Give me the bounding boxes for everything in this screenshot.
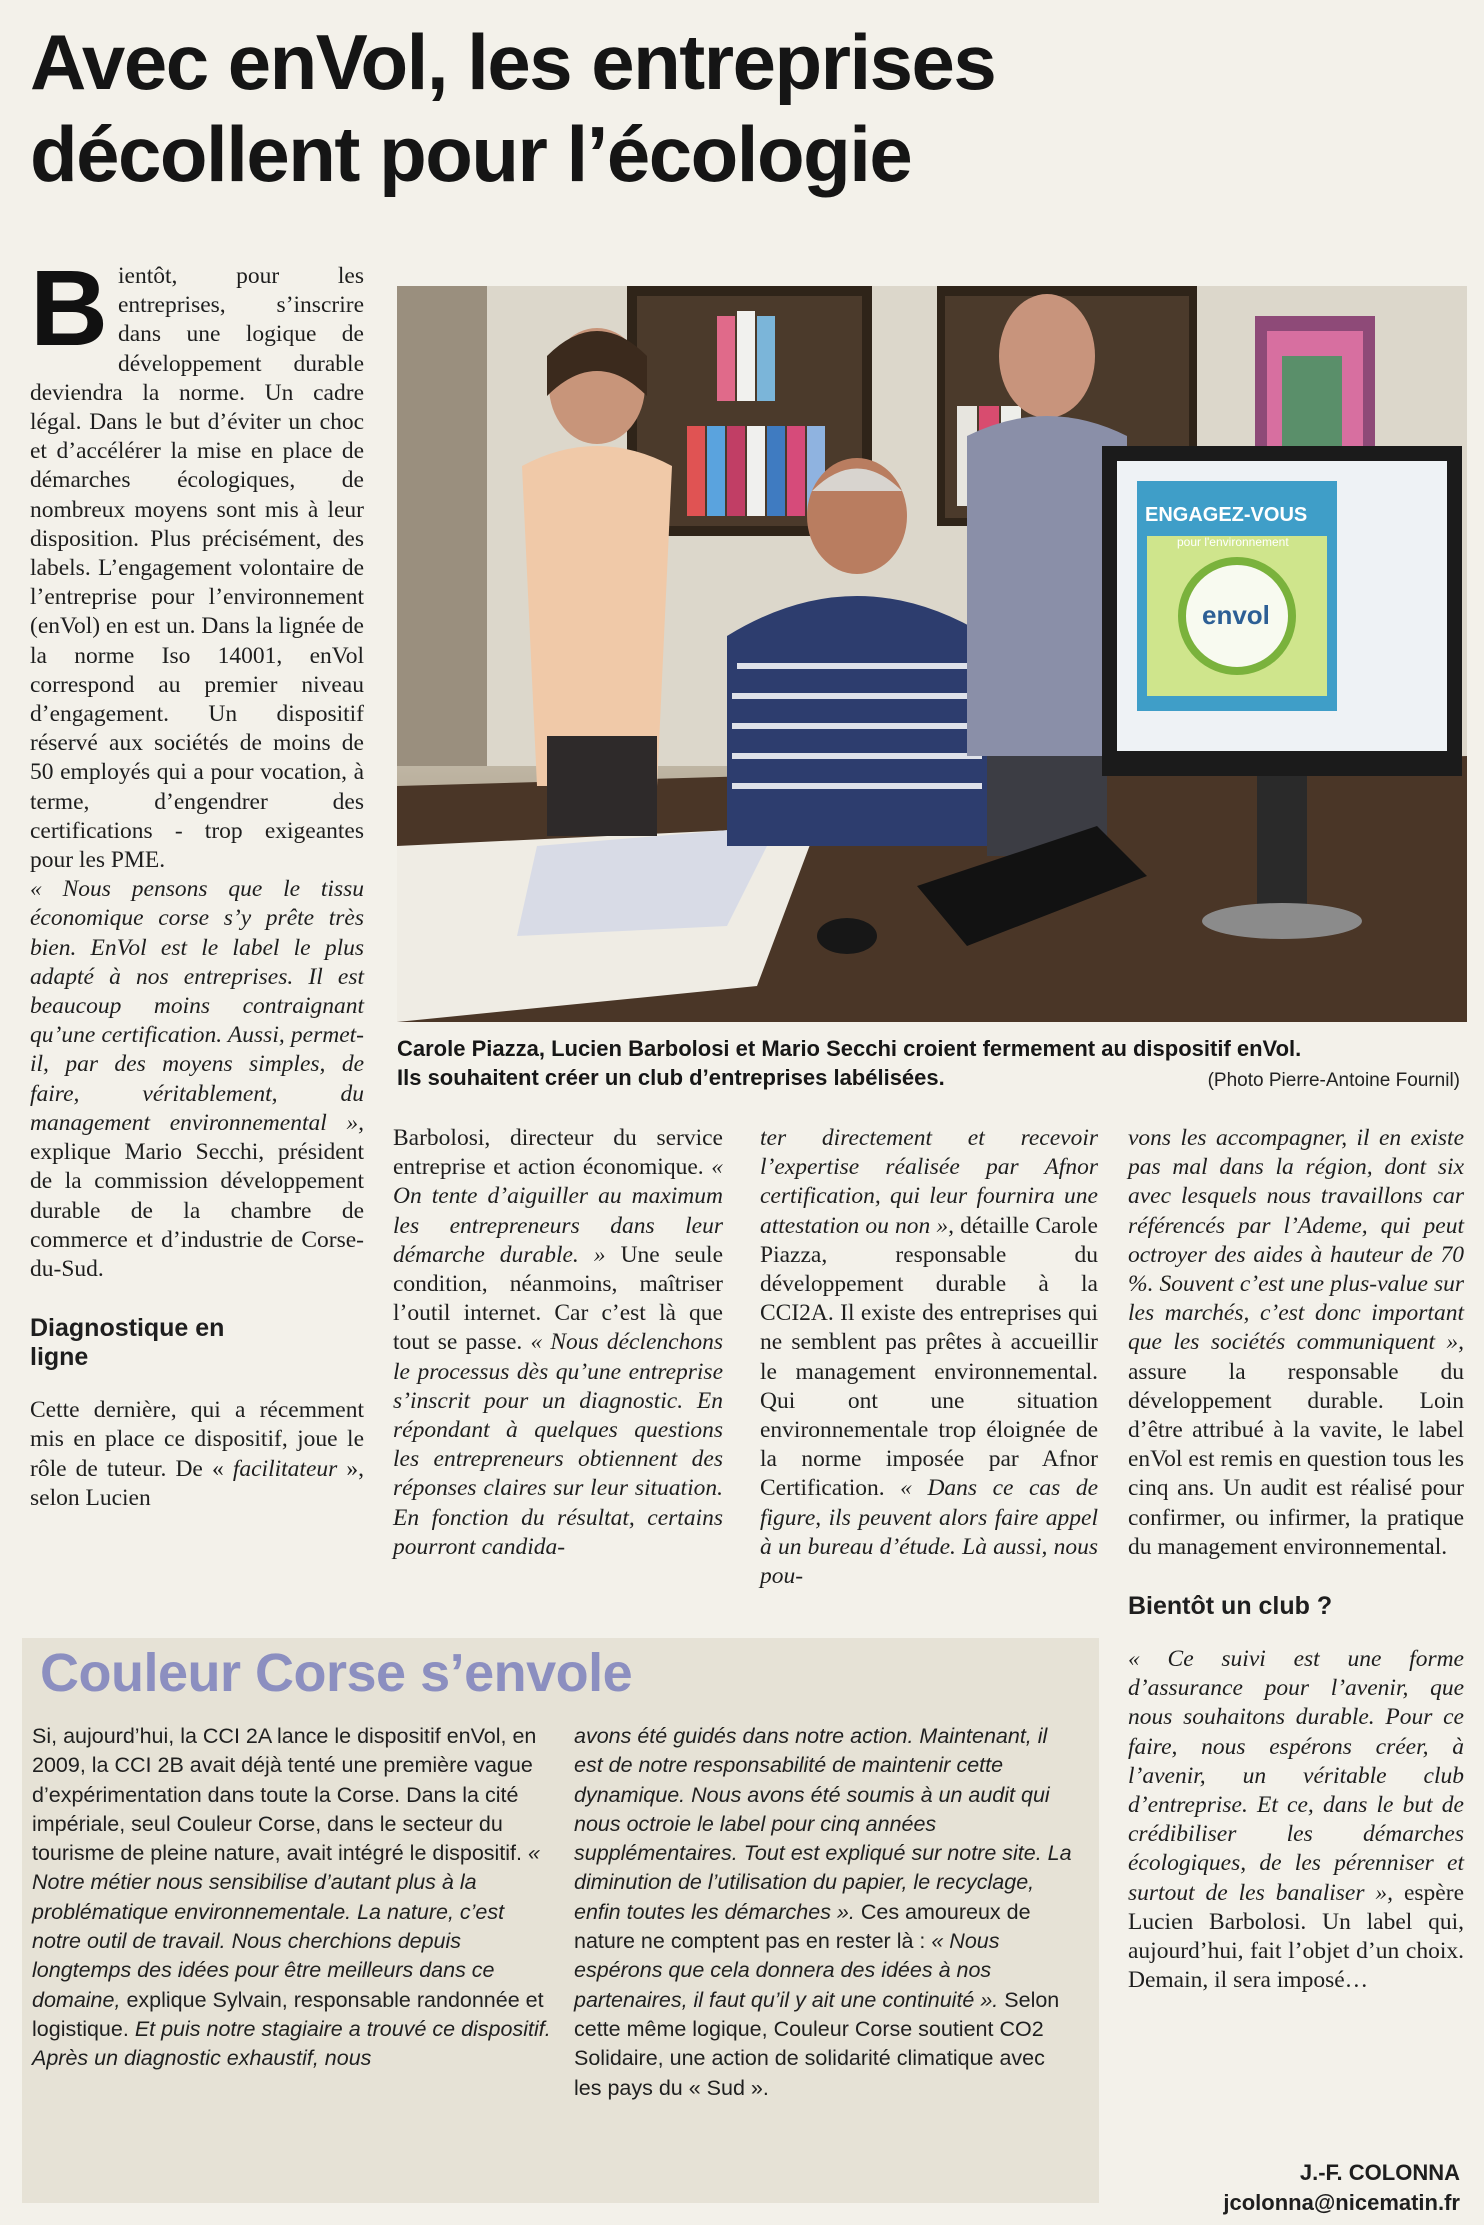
drop-cap: B xyxy=(30,247,108,368)
photo-credit: (Photo Pierre-Antoine Fournil) xyxy=(1207,1070,1460,1091)
screen-subtext: pour l'environnement xyxy=(1177,535,1289,549)
intro-paragraph xyxy=(30,247,364,875)
tuteur-text-c-part1: », selon Lucien xyxy=(30,1455,365,1511)
club-text: espère Lucien Barbolosi. Un label qui, aujourd’hui, fait l’objet d’un choix. Demain, il sera imposé… xyxy=(1128,1879,1464,1994)
piazza-paragraph xyxy=(760,1124,1098,1591)
author-name: J.-F. COLONNA xyxy=(1299,2160,1460,2185)
caption-line-2: Ils souhaitent créer un club d’entreprises labélisées. xyxy=(397,1065,945,1090)
audit-text: assure la responsable du développement durable. Loin d’être attribué à la vavite, le label enVol est remis en question tous les cinq ans. Un audit est réalisé pour confirmer, ou infirmer, la pratique du management environnemental. xyxy=(1128,1358,1464,1560)
screen-logo: envol xyxy=(1202,600,1270,630)
sidebar-column-1 xyxy=(32,1722,552,2074)
barbolosi-text: Barbolosi, directeur du service entreprise et action économique. xyxy=(393,1125,723,1181)
sidebar-quote-1: « Notre métier nous sensibilise d’autant plus à la problématique environnementale. La nature, c’est notre outil de travail. Nous cherchions depuis longtemps des idées pour être meilleurs dans ce domaine, xyxy=(32,1841,540,2012)
caption-line-1: Carole Piazza, Lucien Barbolosi et Mario Secchi croient fermement au dispositif enVol. xyxy=(397,1036,1302,1061)
sidebar-column-2 xyxy=(574,1722,1074,2103)
ademe-quote: vons les accompagner, il en existe pas mal dans la région, dont six avec lesquels nous travaillons car référencés par l’Ademe, qui peut octroyer des aides à hauteur de 70 %. Souvent c’est une plus-value sur les marchés, c’est donc important que les sociétés communiquent », xyxy=(1128,1125,1464,1356)
subhead-diagnostique: Diagnostique en ligne xyxy=(30,1314,225,1372)
subhead-club: Bientôt un club ? xyxy=(1128,1592,1333,1621)
byline xyxy=(1223,2158,1460,2218)
secchi-quote: « Nous pensons que le tissu économique corse s’y prête très bien. EnVol est le label le plus adapté à nos entreprises. Il est beaucoup moins contraignant qu’une certification. Aussi, permet-il, par des moyens simples, de faire, véritablement, du management environnemental », xyxy=(30,876,364,1136)
screen-text: ENGAGEZ-VOUS xyxy=(1145,504,1308,526)
article-column-2 xyxy=(393,1124,723,1562)
bureau-quote: « Dans ce cas de figure, ils peuvent alors faire appel à un bureau d’étude. Là aussi, nous pou- xyxy=(760,1475,1099,1590)
headline-line-1: Avec enVol, les entreprises xyxy=(30,18,996,106)
secchi-quote-paragraph xyxy=(30,875,364,1284)
tuteur-paragraph-start xyxy=(30,1396,364,1513)
article-column-3 xyxy=(760,1124,1098,1591)
headline-line-2: décollent pour l’écologie xyxy=(30,110,912,198)
sidebar-intro: Si, aujourd’hui, la CCI 2A lance le dispositif enVol, en 2009, la CCI 2B avait déjà tenté une première vague d’expérimentation dans toute la Corse. Dans la cité impériale, seul Couleur Corse, dans le secteur du tourisme de pleine nature, avait intégré le dispositif. xyxy=(32,1724,537,1866)
sidebar-co2-text: Selon cette même logique, Couleur Corse soutient CO2 Solidaire, une action de solidarité climatique avec les pays du « Sud ». xyxy=(574,1987,1060,2100)
sidebar-nature-text: Ces amoureux de nature ne comptent pas en rester là : xyxy=(574,1899,1031,1954)
processus-quote: « Nous déclenchons le processus dès qu’une entreprise s’inscrit pour un diagnostic. En répondant à quelques questions les entrepreneurs obtiennent des réponses claires sur leur situation. En fonction du résultat, certains pourront candida- xyxy=(393,1329,723,1560)
article-column-4 xyxy=(1128,1124,1464,1995)
photo-illustration xyxy=(397,286,1467,1022)
tuteur-text-italic: facilitateur xyxy=(232,1455,338,1482)
club-quote: « Ce suivi est une forme d’assurance pour l’avenir, que nous souhaitons durable. Pour ce faire, nous espérons créer, à l’avenir, un véritable club d’entreprise. Et ce, dans le but de crédibiliser les démarches écologiques, de les pérenniser et surtout de les banaliser », xyxy=(1128,1646,1464,1906)
barbolosi-paragraph xyxy=(393,1124,723,1562)
intro-text: ientôt, pour les entreprises, s’inscrire dans une logique de développement durable deviendra la norme. Un cadre légal. Dans le but d’éviter un choc et d’accélérer la mise en place de démarches écologiques, de nombreux moyens sont mis à leur disposition. Plus précisément, des labels. L’engagement volontaire de l’entreprise pour l’environnement (enVol) en est un. Dans la lignée de la norme Iso 14001, enVol correspond au premier niveau d’engagement. Un dispositif réservé aux sociétés de moins de 50 employés qui a pour vocation, à terme, d’engendrer des certifications - trop exigeantes pour les PME. xyxy=(30,263,364,874)
sidebar-title: Couleur Corse s’envole xyxy=(40,1643,633,1703)
sidebar-quote-2-part2: avons été guidés dans notre action. Maintenant, il est de notre responsabilité de maintenir cette dynamique. Nous avons été soumis à un audit qui nous octroie le label pour cinq années supplémentaires. Tout est expliqué sur notre site. La diminution de l’utilisation du papier, le recyclage, enfin toutes les démarches ». xyxy=(574,1724,1072,1924)
afnor-quote: ter directement et recevoir l’expertise réalisée par Afnor certification, qui leur fournira une attestation ou non », xyxy=(760,1125,1098,1239)
barbolosi-quote: « On tente d’aiguiller au maximum les entrepreneurs dans leur démarche durable. » xyxy=(393,1154,723,1268)
piazza-text: détaille Carole Piazza, responsable du développement durable à la CCI2A. Il existe des entreprises qui ne semblent pas prêtes à accueillir le management environnemental. Qui ont une situation environnementale trop éloignée de la norme imposée par Afnor Certification. xyxy=(760,1212,1098,1502)
sidebar-attribution: explique Sylvain, responsable randonnée et logistique. xyxy=(32,1987,544,2041)
tuteur-text-a: Cette dernière, qui a récemment mis en place ce dispositif, joue le rôle de tuteur. De « xyxy=(30,1397,364,1482)
sidebar-quote-2-part1: Et puis notre stagiaire a trouvé ce dispositif. Après un diagnostic exhaustif, nous xyxy=(32,2016,551,2071)
club-paragraph xyxy=(1128,1645,1464,1995)
article-photo xyxy=(397,286,1467,1022)
headline xyxy=(30,16,1450,200)
secchi-attribution: explique Mario Secchi, président de la commission développement durable de la chambre de commerce et d’industrie de Corse-du-Sud. xyxy=(30,1139,364,1282)
ademe-paragraph xyxy=(1128,1124,1464,1562)
condition-text: Une seule condition, néanmoins, maîtriser l’outil internet. Car c’est là que tout se passe. xyxy=(393,1241,724,1356)
author-email: jcolonna@nicematin.fr xyxy=(1223,2190,1460,2215)
article-column-1 xyxy=(30,247,365,1513)
sidebar-quote-3: « Nous espérons que cela donnera des idées à nos partenaires, il faut qu’il y ait une continuité ». xyxy=(574,1929,1000,2012)
